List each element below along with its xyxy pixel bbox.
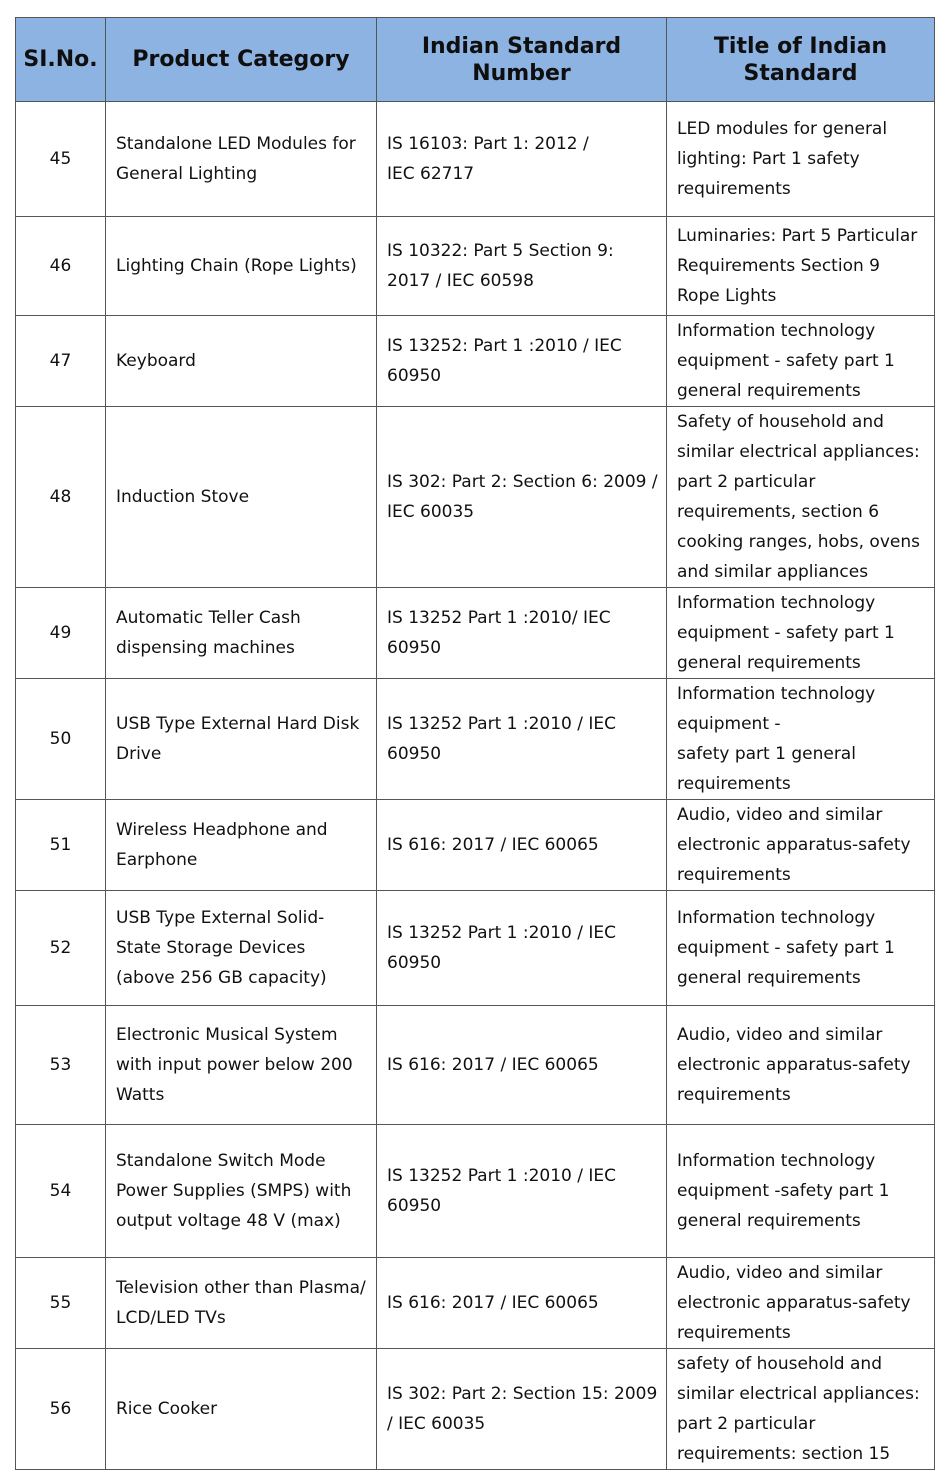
- cell-standard-number: IS 16103: Part 1: 2012 / IEC 62717: [377, 102, 667, 217]
- cell-product-category: Lighting Chain (Rope Lights): [106, 217, 377, 316]
- cell-standard-number: IS 13252 Part 1 :2010 / IEC 60950: [377, 1125, 667, 1258]
- cell-sl-no: 56: [16, 1349, 106, 1470]
- cell-standard-title: Information technology equipment - safety part 1 general requirements: [667, 891, 935, 1006]
- table-row: [16, 1006, 935, 1125]
- cell-product-category: Automatic Teller Cash dispensing machines: [106, 588, 377, 679]
- cell-standard-number: IS 10322: Part 5 Section 9: 2017 / IEC 60598: [377, 217, 667, 316]
- cell-product-category: Wireless Headphone and Earphone: [106, 800, 377, 891]
- header-row: [16, 18, 935, 102]
- cell-standard-title: Audio, video and similar electronic apparatus-safety requirements: [667, 800, 935, 891]
- cell-standard-title: Information technology equipment -safety part 1 general requirements: [667, 1125, 935, 1258]
- cell-standard-title: Luminaries: Part 5 Particular Requirements Section 9 Rope Lights: [667, 217, 935, 316]
- cell-standard-title: safety of household and similar electrical appliances: part 2 particular requirements: section 15: [667, 1349, 935, 1470]
- cell-standard-number: IS 616: 2017 / IEC 60065: [377, 1258, 667, 1349]
- cell-sl-no: 54: [16, 1125, 106, 1258]
- cell-standard-title: Audio, video and similar electronic apparatus-safety requirements: [667, 1258, 935, 1349]
- cell-product-category: Standalone LED Modules for General Lighting: [106, 102, 377, 217]
- cell-standard-number: IS 302: Part 2: Section 15: 2009 / IEC 60035: [377, 1349, 667, 1470]
- table-row: [16, 102, 935, 217]
- cell-product-category: Induction Stove: [106, 407, 377, 588]
- cell-standard-title: Audio, video and similar electronic apparatus-safety requirements: [667, 1006, 935, 1125]
- cell-standard-number: IS 302: Part 2: Section 6: 2009 / IEC 60035: [377, 407, 667, 588]
- cell-product-category: USB Type External Hard Disk Drive: [106, 679, 377, 800]
- cell-sl-no: 46: [16, 217, 106, 316]
- cell-product-category: Rice Cooker: [106, 1349, 377, 1470]
- cell-standard-title: Information technology equipment - safety part 1 general requirements: [667, 679, 935, 800]
- cell-standard-number: IS 616: 2017 / IEC 60065: [377, 1006, 667, 1125]
- table-row: [16, 316, 935, 407]
- table-header: [16, 18, 935, 102]
- header-sl-no: SI.No.: [16, 18, 106, 102]
- standards-table: [15, 17, 935, 1470]
- header-standard-title: Title of Indian Standard: [667, 18, 935, 102]
- cell-product-category: Electronic Musical System with input power below 200 Watts: [106, 1006, 377, 1125]
- header-product-category: Product Category: [106, 18, 377, 102]
- table-body: [16, 102, 935, 1470]
- cell-standard-title: Safety of household and similar electrical appliances: part 2 particular requirements, section 6 cooking ranges, hobs, ovens and similar appliances: [667, 407, 935, 588]
- cell-standard-number: IS 616: 2017 / IEC 60065: [377, 800, 667, 891]
- table-row: [16, 407, 935, 588]
- cell-product-category: Television other than Plasma/ LCD/LED TVs: [106, 1258, 377, 1349]
- table-row: [16, 679, 935, 800]
- table-row: [16, 891, 935, 1006]
- cell-standard-number: IS 13252: Part 1 :2010 / IEC 60950: [377, 316, 667, 407]
- cell-standard-number: IS 13252 Part 1 :2010 / IEC 60950: [377, 891, 667, 1006]
- cell-sl-no: 47: [16, 316, 106, 407]
- table-row: [16, 1349, 935, 1470]
- table-row: [16, 217, 935, 316]
- cell-standard-title: Information technology equipment - safety part 1 general requirements: [667, 588, 935, 679]
- cell-sl-no: 53: [16, 1006, 106, 1125]
- cell-standard-title: LED modules for general lighting: Part 1 safety requirements: [667, 102, 935, 217]
- table-row: [16, 800, 935, 891]
- header-standard-number: Indian Standard Number: [377, 18, 667, 102]
- cell-sl-no: 51: [16, 800, 106, 891]
- table-row: [16, 1125, 935, 1258]
- cell-sl-no: 49: [16, 588, 106, 679]
- cell-sl-no: 48: [16, 407, 106, 588]
- table-row: [16, 588, 935, 679]
- cell-sl-no: 52: [16, 891, 106, 1006]
- cell-sl-no: 45: [16, 102, 106, 217]
- cell-product-category: USB Type External Solid-State Storage Devices (above 256 GB capacity): [106, 891, 377, 1006]
- cell-sl-no: 55: [16, 1258, 106, 1349]
- cell-standard-title: Information technology equipment - safety part 1 general requirements: [667, 316, 935, 407]
- cell-product-category: Keyboard: [106, 316, 377, 407]
- cell-sl-no: 50: [16, 679, 106, 800]
- cell-standard-number: IS 13252 Part 1 :2010/ IEC 60950: [377, 588, 667, 679]
- cell-product-category: Standalone Switch Mode Power Supplies (SMPS) with output voltage 48 V (max): [106, 1125, 377, 1258]
- cell-standard-number: IS 13252 Part 1 :2010 / IEC 60950: [377, 679, 667, 800]
- table-row: [16, 1258, 935, 1349]
